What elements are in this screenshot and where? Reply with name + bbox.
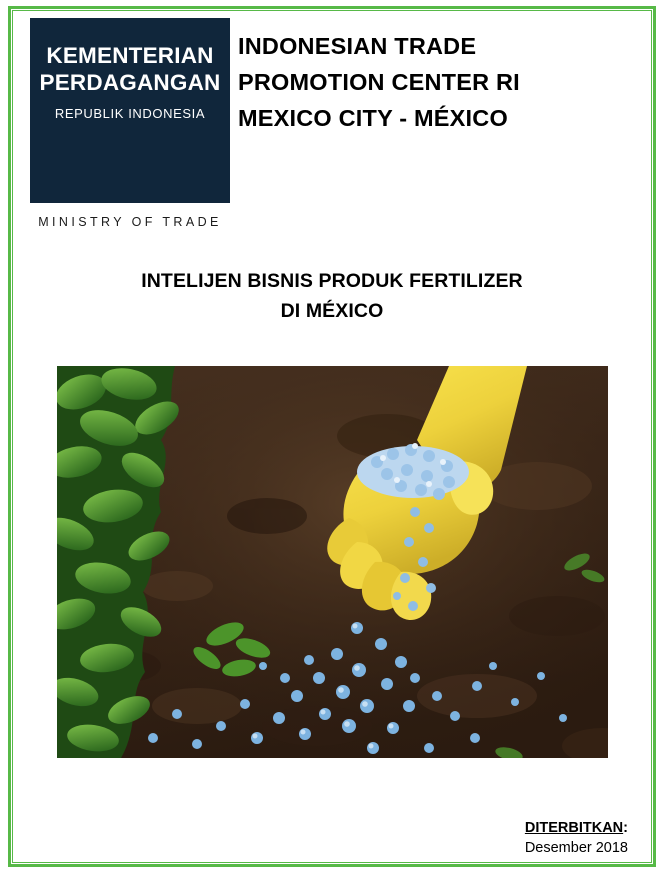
logo-caption-ministry-of-trade: MINISTRY OF TRADE <box>38 215 222 229</box>
logo-line-kementerian: KEMENTERIAN <box>46 43 214 68</box>
page-title-line-1: INTELIJEN BISNIS PRODUK FERTILIZER <box>141 270 523 292</box>
header-title-line-1: INDONESIAN TRADE <box>238 33 477 59</box>
cover-photo <box>57 366 608 758</box>
ministry-logo <box>30 18 230 229</box>
header-title-line-2: PROMOTION CENTER RI <box>238 69 520 95</box>
publication-info <box>525 818 628 859</box>
page-title-line-2: DI MÉXICO <box>280 300 384 322</box>
publication-label-text: DITERBITKAN <box>524 820 624 836</box>
cover-photo-illustration <box>57 366 608 758</box>
publication-label-colon: : <box>623 820 628 836</box>
publication-date: Desember 2018 <box>524 840 628 856</box>
header-title <box>238 28 618 136</box>
page-title <box>40 266 624 326</box>
logo-line-perdagangan: PERDAGANGAN <box>39 70 221 95</box>
logo-box <box>30 18 230 203</box>
publication-label <box>525 818 628 838</box>
logo-line-republik-indonesia: REPUBLIK INDONESIA <box>54 106 206 121</box>
header-title-line-3: MEXICO CITY - MÉXICO <box>238 105 508 131</box>
logo-text <box>30 42 230 123</box>
